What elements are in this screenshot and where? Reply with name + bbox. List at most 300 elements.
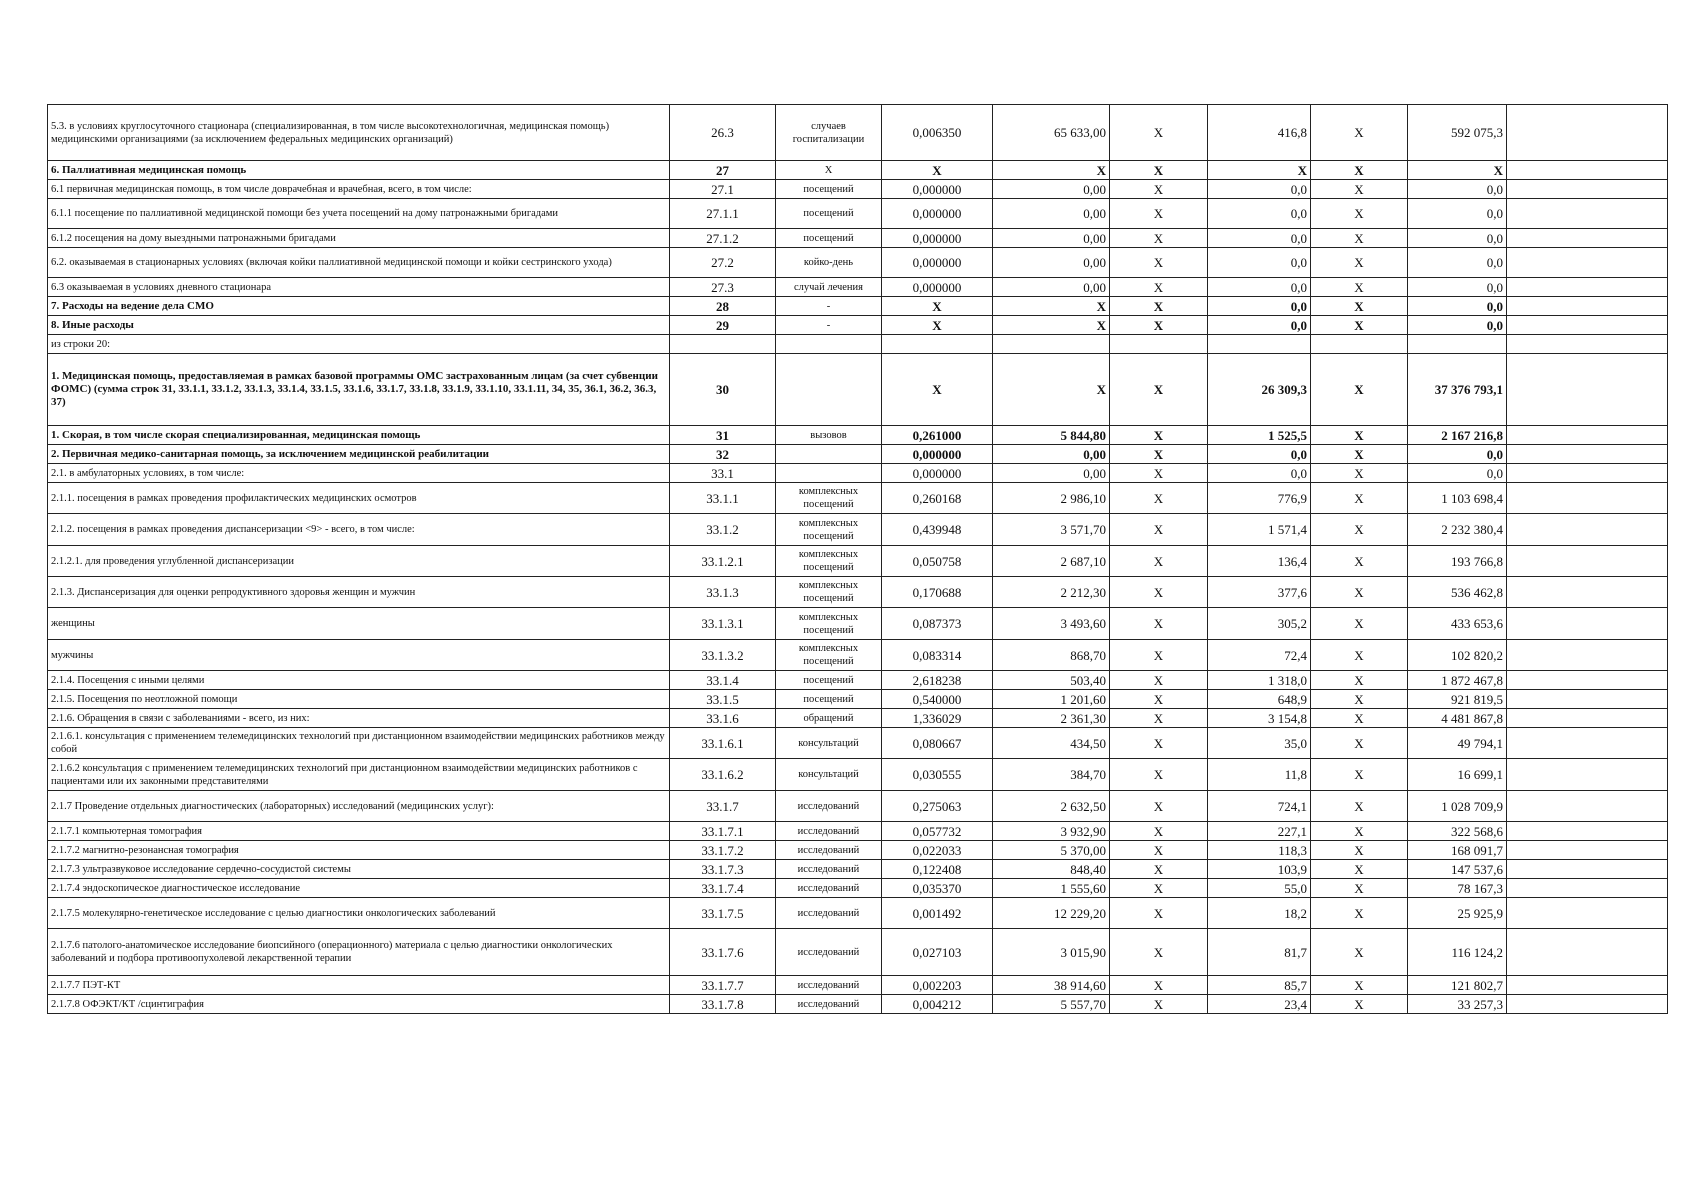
per-capita-cell: 0,0: [1208, 180, 1311, 199]
norm-volume-cell: 0,057732: [882, 822, 993, 841]
total-cost-cell: 1 028 709,9: [1408, 791, 1507, 822]
table-row: [48, 995, 1668, 1014]
row-code-cell: 33.1.3.2: [670, 640, 776, 671]
unit-cell: [776, 464, 882, 483]
per-capita-cell: 81,7: [1208, 929, 1311, 976]
total-cost-cell: 0,0: [1408, 199, 1507, 229]
norm-volume-cell: 0,002203: [882, 976, 993, 995]
col8-cell: X: [1311, 483, 1408, 514]
col8-cell: X: [1311, 546, 1408, 577]
table-row: [48, 546, 1668, 577]
norm-cost-cell: 1 555,60: [993, 879, 1110, 898]
row-code-cell: 26.3: [670, 105, 776, 161]
norm-volume-cell: 0,004212: [882, 995, 993, 1014]
col6-cell: X: [1110, 841, 1208, 860]
col8-cell: X: [1311, 640, 1408, 671]
table-row: [48, 426, 1668, 445]
col8-cell: X: [1311, 316, 1408, 335]
col6-cell: X: [1110, 995, 1208, 1014]
per-capita-cell: 305,2: [1208, 608, 1311, 640]
tariff-table-sheet: [47, 104, 1667, 1014]
table-row: [48, 180, 1668, 199]
col8-cell: [1311, 335, 1408, 354]
total-cost-cell: 147 537,6: [1408, 860, 1507, 879]
norm-cost-cell: 5 557,70: [993, 995, 1110, 1014]
extra-cell: [1507, 316, 1668, 335]
col8-cell: X: [1311, 759, 1408, 791]
col8-cell: X: [1311, 898, 1408, 929]
col6-cell: [1110, 335, 1208, 354]
norm-volume-cell: 0,122408: [882, 860, 993, 879]
unit-cell: койко-день: [776, 248, 882, 278]
col6-cell: X: [1110, 822, 1208, 841]
row-name-cell: 2.1.3. Диспансеризация для оценки репродуктивного здоровья женщин и мужчин: [48, 577, 670, 608]
row-name-cell: 6.1 первичная медицинская помощь, в том числе доврачебная и врачебная, всего, в том числе:: [48, 180, 670, 199]
row-name-cell: 2. Первичная медико-санитарная помощь, за исключением медицинской реабилитации: [48, 445, 670, 464]
extra-cell: [1507, 514, 1668, 546]
unit-cell: исследований: [776, 822, 882, 841]
table-row: [48, 608, 1668, 640]
total-cost-cell: 322 568,6: [1408, 822, 1507, 841]
unit-cell: исследований: [776, 860, 882, 879]
total-cost-cell: 102 820,2: [1408, 640, 1507, 671]
per-capita-cell: 1 318,0: [1208, 671, 1311, 690]
row-name-cell: 2.1.5. Посещения по неотложной помощи: [48, 690, 670, 709]
row-name-cell: 2.1.7.5 молекулярно-генетическое исследование с целью диагностики онкологических заболеваний: [48, 898, 670, 929]
per-capita-cell: 118,3: [1208, 841, 1311, 860]
norm-volume-cell: X: [882, 161, 993, 180]
per-capita-cell: 11,8: [1208, 759, 1311, 791]
unit-cell: [776, 354, 882, 426]
extra-cell: [1507, 640, 1668, 671]
row-name-cell: 2.1.7.1 компьютерная томография: [48, 822, 670, 841]
norm-volume-cell: 0,027103: [882, 929, 993, 976]
extra-cell: [1507, 608, 1668, 640]
norm-volume-cell: 0,006350: [882, 105, 993, 161]
table-row: [48, 728, 1668, 759]
norm-cost-cell: 0,00: [993, 464, 1110, 483]
unit-cell: посещений: [776, 229, 882, 248]
per-capita-cell: 3 154,8: [1208, 709, 1311, 728]
col8-cell: X: [1311, 464, 1408, 483]
table-row: [48, 671, 1668, 690]
row-name-cell: 6.1.1 посещение по паллиативной медицинской помощи без учета посещений на дому патронажными бригадами: [48, 199, 670, 229]
col6-cell: X: [1110, 445, 1208, 464]
norm-volume-cell: 0,000000: [882, 180, 993, 199]
row-code-cell: 29: [670, 316, 776, 335]
col8-cell: X: [1311, 929, 1408, 976]
total-cost-cell: 1 103 698,4: [1408, 483, 1507, 514]
row-code-cell: 33.1.7: [670, 791, 776, 822]
norm-cost-cell: 3 932,90: [993, 822, 1110, 841]
per-capita-cell: 0,0: [1208, 248, 1311, 278]
norm-cost-cell: [993, 335, 1110, 354]
norm-volume-cell: 0,261000: [882, 426, 993, 445]
norm-volume-cell: 0,083314: [882, 640, 993, 671]
col8-cell: X: [1311, 229, 1408, 248]
norm-cost-cell: 2 632,50: [993, 791, 1110, 822]
col8-cell: X: [1311, 791, 1408, 822]
row-name-cell: 2.1.6. Обращения в связи с заболеваниями - всего, из них:: [48, 709, 670, 728]
col6-cell: X: [1110, 759, 1208, 791]
extra-cell: [1507, 841, 1668, 860]
total-cost-cell: 0,0: [1408, 464, 1507, 483]
table-row: [48, 898, 1668, 929]
col6-cell: X: [1110, 483, 1208, 514]
table-row: [48, 577, 1668, 608]
total-cost-cell: 0,0: [1408, 278, 1507, 297]
total-cost-cell: 25 925,9: [1408, 898, 1507, 929]
unit-cell: случаев госпитализации: [776, 105, 882, 161]
col8-cell: X: [1311, 514, 1408, 546]
table-row: [48, 709, 1668, 728]
extra-cell: [1507, 671, 1668, 690]
norm-volume-cell: 0,540000: [882, 690, 993, 709]
col6-cell: X: [1110, 976, 1208, 995]
col6-cell: X: [1110, 105, 1208, 161]
table-row: [48, 640, 1668, 671]
row-code-cell: 33.1.3: [670, 577, 776, 608]
col8-cell: X: [1311, 354, 1408, 426]
row-name-cell: 2.1.6.2 консультация с применением телемедицинских технологий при дистанционном взаимодействии медицинских работников с пациентами или их законными представителями: [48, 759, 670, 791]
norm-cost-cell: 434,50: [993, 728, 1110, 759]
row-name-cell: 1. Медицинская помощь, предоставляемая в рамках базовой программы ОМС застрахованным лицам (за счет субвенции ФОМС) (сумма строк 31, 33.1.1, 33.1.2, 33.1.3, 33.1.4, 33.1.5, 33.1.6, 33.1.7, 33.1.8, 33.1.9, 33.1.10, 33.1.11, 34, 35, 36.1, 36.2, 36.3, 37): [48, 354, 670, 426]
per-capita-cell: 23,4: [1208, 995, 1311, 1014]
row-name-cell: из строки 20:: [48, 335, 670, 354]
norm-cost-cell: 2 986,10: [993, 483, 1110, 514]
norm-volume-cell: 0,080667: [882, 728, 993, 759]
col6-cell: X: [1110, 199, 1208, 229]
unit-cell: -: [776, 297, 882, 316]
extra-cell: [1507, 426, 1668, 445]
unit-cell: комплексных посещений: [776, 608, 882, 640]
norm-cost-cell: 5 370,00: [993, 841, 1110, 860]
extra-cell: [1507, 577, 1668, 608]
row-code-cell: 33.1.6: [670, 709, 776, 728]
col6-cell: X: [1110, 577, 1208, 608]
norm-cost-cell: 2 687,10: [993, 546, 1110, 577]
unit-cell: X: [776, 161, 882, 180]
norm-volume-cell: 0,000000: [882, 445, 993, 464]
row-name-cell: 7. Расходы на ведение дела СМО: [48, 297, 670, 316]
norm-cost-cell: 3 493,60: [993, 608, 1110, 640]
norm-cost-cell: X: [993, 354, 1110, 426]
total-cost-cell: 0,0: [1408, 229, 1507, 248]
col6-cell: X: [1110, 354, 1208, 426]
row-name-cell: женщины: [48, 608, 670, 640]
col8-cell: X: [1311, 199, 1408, 229]
extra-cell: [1507, 105, 1668, 161]
unit-cell: исследований: [776, 898, 882, 929]
norm-volume-cell: 0,260168: [882, 483, 993, 514]
row-code-cell: 33.1: [670, 464, 776, 483]
unit-cell: исследований: [776, 841, 882, 860]
table-row: [48, 879, 1668, 898]
row-name-cell: 2.1.7.4 эндоскопическое диагностическое исследование: [48, 879, 670, 898]
unit-cell: посещений: [776, 690, 882, 709]
norm-cost-cell: 0,00: [993, 248, 1110, 278]
norm-cost-cell: 5 844,80: [993, 426, 1110, 445]
norm-volume-cell: 0,030555: [882, 759, 993, 791]
col8-cell: X: [1311, 690, 1408, 709]
extra-cell: [1507, 278, 1668, 297]
table-row: [48, 841, 1668, 860]
row-code-cell: 33.1.2: [670, 514, 776, 546]
per-capita-cell: 85,7: [1208, 976, 1311, 995]
col8-cell: X: [1311, 577, 1408, 608]
per-capita-cell: 227,1: [1208, 822, 1311, 841]
total-cost-cell: 1 872 467,8: [1408, 671, 1507, 690]
norm-volume-cell: 0,000000: [882, 199, 993, 229]
medical-care-volume-table: [47, 104, 1668, 1014]
row-code-cell: 27: [670, 161, 776, 180]
per-capita-cell: 55,0: [1208, 879, 1311, 898]
row-name-cell: 2.1.1. посещения в рамках проведения профилактических медицинских осмотров: [48, 483, 670, 514]
norm-volume-cell: 0,000000: [882, 278, 993, 297]
row-name-cell: 2.1.7 Проведение отдельных диагностических (лабораторных) исследований (медицинских услуг):: [48, 791, 670, 822]
extra-cell: [1507, 354, 1668, 426]
norm-cost-cell: X: [993, 316, 1110, 335]
col8-cell: X: [1311, 278, 1408, 297]
col6-cell: X: [1110, 426, 1208, 445]
extra-cell: [1507, 690, 1668, 709]
table-row: [48, 445, 1668, 464]
unit-cell: консультаций: [776, 759, 882, 791]
row-name-cell: 6.1.2 посещения на дому выездными патронажными бригадами: [48, 229, 670, 248]
table-row: [48, 822, 1668, 841]
col8-cell: X: [1311, 709, 1408, 728]
col6-cell: X: [1110, 929, 1208, 976]
total-cost-cell: 4 481 867,8: [1408, 709, 1507, 728]
table-row: [48, 335, 1668, 354]
row-name-cell: 2.1.7.3 ультразвуковое исследование сердечно-сосудистой системы: [48, 860, 670, 879]
extra-cell: [1507, 297, 1668, 316]
norm-cost-cell: 65 633,00: [993, 105, 1110, 161]
total-cost-cell: 168 091,7: [1408, 841, 1507, 860]
unit-cell: вызовов: [776, 426, 882, 445]
extra-cell: [1507, 483, 1668, 514]
norm-volume-cell: X: [882, 354, 993, 426]
table-row: [48, 791, 1668, 822]
col8-cell: X: [1311, 248, 1408, 278]
norm-cost-cell: 868,70: [993, 640, 1110, 671]
norm-volume-cell: 0,439948: [882, 514, 993, 546]
total-cost-cell: 0,0: [1408, 248, 1507, 278]
extra-cell: [1507, 464, 1668, 483]
norm-cost-cell: 2 361,30: [993, 709, 1110, 728]
col8-cell: X: [1311, 297, 1408, 316]
col8-cell: X: [1311, 608, 1408, 640]
total-cost-cell: 2 167 216,8: [1408, 426, 1507, 445]
col6-cell: X: [1110, 640, 1208, 671]
unit-cell: исследований: [776, 879, 882, 898]
col6-cell: X: [1110, 248, 1208, 278]
per-capita-cell: 377,6: [1208, 577, 1311, 608]
norm-cost-cell: 1 201,60: [993, 690, 1110, 709]
row-name-cell: 2.1. в амбулаторных условиях, в том числе:: [48, 464, 670, 483]
total-cost-cell: X: [1408, 161, 1507, 180]
extra-cell: [1507, 335, 1668, 354]
col8-cell: X: [1311, 995, 1408, 1014]
extra-cell: [1507, 898, 1668, 929]
row-code-cell: 33.1.6.2: [670, 759, 776, 791]
extra-cell: [1507, 879, 1668, 898]
extra-cell: [1507, 546, 1668, 577]
row-code-cell: 33.1.7.1: [670, 822, 776, 841]
total-cost-cell: 33 257,3: [1408, 995, 1507, 1014]
col6-cell: X: [1110, 860, 1208, 879]
per-capita-cell: 776,9: [1208, 483, 1311, 514]
col6-cell: X: [1110, 297, 1208, 316]
row-code-cell: 33.1.2.1: [670, 546, 776, 577]
norm-volume-cell: 0,022033: [882, 841, 993, 860]
norm-volume-cell: 0,050758: [882, 546, 993, 577]
extra-cell: [1507, 791, 1668, 822]
row-code-cell: 33.1.4: [670, 671, 776, 690]
row-code-cell: 33.1.7.7: [670, 976, 776, 995]
table-row: [48, 229, 1668, 248]
table-row: [48, 860, 1668, 879]
col6-cell: X: [1110, 709, 1208, 728]
unit-cell: посещений: [776, 199, 882, 229]
per-capita-cell: X: [1208, 161, 1311, 180]
total-cost-cell: 193 766,8: [1408, 546, 1507, 577]
unit-cell: посещений: [776, 180, 882, 199]
row-code-cell: 33.1.5: [670, 690, 776, 709]
extra-cell: [1507, 860, 1668, 879]
extra-cell: [1507, 822, 1668, 841]
table-row: [48, 483, 1668, 514]
total-cost-cell: 49 794,1: [1408, 728, 1507, 759]
row-name-cell: 1. Скорая, в том числе скорая специализированная, медицинская помощь: [48, 426, 670, 445]
row-code-cell: 27.1.1: [670, 199, 776, 229]
table-row: [48, 690, 1668, 709]
per-capita-cell: 0,0: [1208, 278, 1311, 297]
col8-cell: X: [1311, 105, 1408, 161]
extra-cell: [1507, 995, 1668, 1014]
col6-cell: X: [1110, 464, 1208, 483]
norm-cost-cell: 384,70: [993, 759, 1110, 791]
norm-volume-cell: X: [882, 316, 993, 335]
col8-cell: X: [1311, 860, 1408, 879]
col6-cell: X: [1110, 690, 1208, 709]
col8-cell: X: [1311, 976, 1408, 995]
table-row: [48, 929, 1668, 976]
total-cost-cell: 121 802,7: [1408, 976, 1507, 995]
col8-cell: X: [1311, 180, 1408, 199]
per-capita-cell: 18,2: [1208, 898, 1311, 929]
extra-cell: [1507, 709, 1668, 728]
per-capita-cell: 136,4: [1208, 546, 1311, 577]
col6-cell: X: [1110, 229, 1208, 248]
row-name-cell: 2.1.4. Посещения с иными целями: [48, 671, 670, 690]
total-cost-cell: 536 462,8: [1408, 577, 1507, 608]
norm-volume-cell: 2,618238: [882, 671, 993, 690]
row-name-cell: 2.1.2. посещения в рамках проведения диспансеризации <9> - всего, в том числе:: [48, 514, 670, 546]
extra-cell: [1507, 161, 1668, 180]
table-row: [48, 105, 1668, 161]
col8-cell: X: [1311, 426, 1408, 445]
row-code-cell: 33.1.7.5: [670, 898, 776, 929]
unit-cell: исследований: [776, 929, 882, 976]
per-capita-cell: 1 525,5: [1208, 426, 1311, 445]
col8-cell: X: [1311, 879, 1408, 898]
norm-cost-cell: X: [993, 297, 1110, 316]
norm-cost-cell: 3 015,90: [993, 929, 1110, 976]
col8-cell: X: [1311, 445, 1408, 464]
col6-cell: X: [1110, 879, 1208, 898]
per-capita-cell: 0,0: [1208, 229, 1311, 248]
col6-cell: X: [1110, 278, 1208, 297]
per-capita-cell: 72,4: [1208, 640, 1311, 671]
norm-volume-cell: 0,000000: [882, 229, 993, 248]
norm-volume-cell: 0,087373: [882, 608, 993, 640]
col6-cell: X: [1110, 316, 1208, 335]
total-cost-cell: 0,0: [1408, 316, 1507, 335]
unit-cell: [776, 445, 882, 464]
unit-cell: комплексных посещений: [776, 546, 882, 577]
col8-cell: X: [1311, 728, 1408, 759]
per-capita-cell: 648,9: [1208, 690, 1311, 709]
row-name-cell: 6.2. оказываемая в стационарных условиях (включая койки паллиативной медицинской помощи и койки сестринского ухода): [48, 248, 670, 278]
row-code-cell: 33.1.7.3: [670, 860, 776, 879]
table-row: [48, 297, 1668, 316]
table-row: [48, 759, 1668, 791]
table-row: [48, 316, 1668, 335]
norm-volume-cell: 0,001492: [882, 898, 993, 929]
table-body: [48, 105, 1668, 1014]
col6-cell: X: [1110, 728, 1208, 759]
extra-cell: [1507, 445, 1668, 464]
row-code-cell: 30: [670, 354, 776, 426]
total-cost-cell: 2 232 380,4: [1408, 514, 1507, 546]
col8-cell: X: [1311, 161, 1408, 180]
row-code-cell: 27.1: [670, 180, 776, 199]
unit-cell: случай лечения: [776, 278, 882, 297]
row-name-cell: 6. Паллиативная медицинская помощь: [48, 161, 670, 180]
col6-cell: X: [1110, 791, 1208, 822]
row-name-cell: 2.1.7.7 ПЭТ-КТ: [48, 976, 670, 995]
row-name-cell: 8. Иные расходы: [48, 316, 670, 335]
per-capita-cell: [1208, 335, 1311, 354]
extra-cell: [1507, 180, 1668, 199]
unit-cell: исследований: [776, 791, 882, 822]
col8-cell: X: [1311, 822, 1408, 841]
unit-cell: [776, 335, 882, 354]
norm-cost-cell: 0,00: [993, 278, 1110, 297]
unit-cell: комплексных посещений: [776, 640, 882, 671]
row-code-cell: 31: [670, 426, 776, 445]
per-capita-cell: 103,9: [1208, 860, 1311, 879]
col6-cell: X: [1110, 161, 1208, 180]
norm-volume-cell: 1,336029: [882, 709, 993, 728]
norm-cost-cell: 12 229,20: [993, 898, 1110, 929]
norm-cost-cell: X: [993, 161, 1110, 180]
col6-cell: X: [1110, 546, 1208, 577]
row-code-cell: 33.1.1: [670, 483, 776, 514]
total-cost-cell: [1408, 335, 1507, 354]
col6-cell: X: [1110, 898, 1208, 929]
unit-cell: комплексных посещений: [776, 577, 882, 608]
row-code-cell: 28: [670, 297, 776, 316]
table-row: [48, 514, 1668, 546]
row-code-cell: 33.1.7.8: [670, 995, 776, 1014]
col6-cell: X: [1110, 671, 1208, 690]
norm-cost-cell: 0,00: [993, 180, 1110, 199]
norm-cost-cell: 3 571,70: [993, 514, 1110, 546]
per-capita-cell: 35,0: [1208, 728, 1311, 759]
per-capita-cell: 416,8: [1208, 105, 1311, 161]
